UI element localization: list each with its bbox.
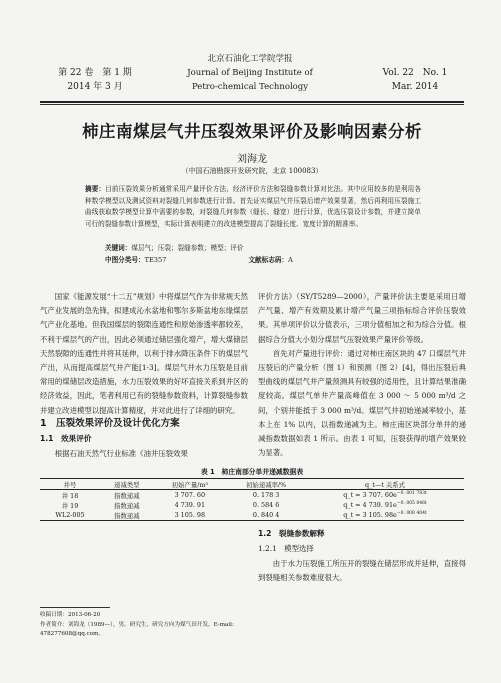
table-header-cell: 井号: [40, 479, 100, 490]
table-row: [40, 510, 464, 521]
author-bio: 作者简介：刘海龙（1989—），男，研究生，研究方向为煤气田开发，E-mail: 478277608@qq.com。: [40, 621, 234, 638]
journal-name: [170, 52, 330, 94]
cls-code: TE357: [144, 256, 167, 264]
author: 刘海龙: [237, 154, 267, 165]
decline-type: 指数递减: [100, 510, 153, 521]
header-rule-thin: [40, 104, 464, 105]
article-title: 柿庄南煤层气井压裂效果评价及影响因素分析: [82, 122, 422, 141]
section-heading-1-1: 1.1 效果评价: [40, 434, 92, 443]
classification: [105, 255, 425, 267]
date-en: Mar. 2014: [391, 82, 439, 92]
section-1-2-1-paragraph: 由于水力压裂施工所压开的裂缝在储层形成并延伸，直接得到裂缝相关参数难度很大。: [258, 559, 466, 582]
decline-type: 指数递减: [113, 491, 140, 500]
initial-decline: 0. 584 6: [252, 501, 280, 509]
initial-rate: 4 739. 91: [174, 501, 206, 509]
abstract-text: 目前压裂效果分析通常采用产量评价方法、经济评价方法和裂缝参数计算对比法。其中应用较多的是利用各种数学模型以及测试资料对裂缝几何参数进行计算。首先证实煤层气井压裂后增产效果显著，然后再利用压裂施工曲线获取数学模型计算中需要的参数，对裂缝几何参数（缝长、缝宽）进行计算，优选压裂设计参数，并建立简单可行的裂缝参数计算模型，实际计算表明建立的改进模型提高了裂缝长度、宽度计算的精准率。: [85, 185, 422, 228]
footnote: [40, 611, 250, 640]
keywords-text: 煤层气；压裂；裂缝参数；模型；评价: [131, 244, 244, 252]
table-caption: 表 1 柿庄南部分单井递减数据表: [200, 468, 304, 476]
abstract: [85, 184, 421, 230]
decline-type: 指数递减: [113, 501, 140, 510]
intro-paragraph: 国家《能源发展“十二五”规划》中将煤层气作为非常规天然气产业发展的急先锋，拟建成沁水盆地和鄂尔多斯盆地东缘煤层气产业化基地。但我国煤层的裂隙连通性和原始渗透率都较差，不利于煤层气的产出，因此必须通过储层强化增产，增大煤储层天然裂隙的连通性并将其延伸，以利于排水降压条件下的煤层气产出，从而提高煤层气井产能[1-3]。煤层气井水力压裂是目前常用的煤储层改造措施，水力压裂效果的好坏直接关系到井区的经济效益，因此，笔者利用已有的裂缝参数资料，计算裂缝参数并建立改进模型以提高计算精度，并对此进行了详细的研究。: [40, 292, 248, 415]
volume-en: Vol. 22 No. 1: [382, 68, 448, 78]
decline-data-table: [40, 478, 464, 521]
section-heading-1-2-1: 1.2.1 模型选择: [258, 544, 314, 553]
well-id: 井 18: [61, 491, 79, 500]
doc-code: A: [288, 256, 293, 264]
footnote-rule: [40, 607, 110, 608]
table-row: [40, 500, 464, 510]
decline-equation: q_t = 4 739. $91e^{-0. 005 846t}$: [343, 500, 427, 510]
body-right-column: [258, 290, 466, 460]
table-header-cell: q_t—t 关系式: [306, 479, 464, 490]
keywords: [105, 243, 425, 255]
section-heading-1-2: 1.2 裂缝参数解释: [258, 529, 325, 538]
doc-code-label: 文献标志码：: [248, 256, 289, 264]
decline-equation: q_t = 3 105. $98e^{-0. 008 404t}$: [306, 510, 464, 521]
table-header-cell: 递减类型: [100, 479, 153, 490]
well-id: 井 19: [61, 501, 79, 510]
table-header-row: [40, 479, 464, 490]
decline-equation: q_t = 3 707. $60e^{-0. 001 783t}$: [343, 490, 427, 500]
initial-rate: 3 105. 98: [153, 510, 226, 521]
received-date: 收稿日期：2013-06-20: [40, 612, 101, 618]
abstract-label: 摘要：: [85, 185, 106, 193]
journal-name-cn: 北京石油化工学院学报: [207, 54, 293, 64]
right-paragraph-2: 首先对产量进行评价：通过对柿庄南区块的 47 口煤层气井压裂后的产量分析（图 1）和预测（图 2）[4]，得出压裂后典型曲线的煤层气井产量预测具有较强的适用性，且计算结果准确度较高。煤层气单井产量高峰值在 3 000 ～ 5 000 m³/d 之间，个别井能抵于 3 000 m³/d。煤层气井初始递减率较小，基本上在 1% 以内，以指数递减为主。柿庄南区块部分单井的递减指数数据如表 1 所示。由表 1 可知，压裂获得的增产效果较为显著。: [258, 348, 466, 458]
affiliation: （中国石油勘探开发研究院，北京 100083）: [181, 167, 323, 175]
table-header-cell: 初始递减率/%: [226, 479, 306, 490]
section-1-1-paragraph: 根据石油天然气行业标准《油井压裂效果: [54, 449, 188, 458]
table-row: [40, 490, 464, 501]
initial-decline: 0. 840 4: [226, 510, 306, 521]
issue-info-en: [360, 66, 470, 94]
date-cn: 2014 年 3 月: [67, 82, 123, 92]
header-rule-thick: [40, 101, 464, 103]
cls-label: 中图分类号：: [105, 256, 145, 264]
volume-cn: 第 22 卷 第 1 期: [58, 68, 132, 78]
journal-name-en-line2: Petro-chemical Technology: [191, 82, 309, 92]
right-paragraph-1: 评价方法》（SY/T5289—2000），产量评价法主要是采用日增产气量、增产有效期及累计增产气量三项指标综合评价压裂效果。其单项评价以分值表示，三项分值相加之和为综合分值。根据综合分值大小划分煤层气压裂效果产量评价等级。: [258, 292, 466, 344]
issue-info-cn: [40, 66, 150, 94]
keywords-label: 关键词：: [105, 244, 132, 252]
initial-rate: 3 707. 60: [174, 491, 206, 499]
well-id: WL2-005: [40, 510, 100, 521]
body-left-column: [40, 290, 248, 418]
initial-decline: 0. 178 3: [252, 491, 280, 499]
table-header-cell: 初始产量/m³: [153, 479, 226, 490]
journal-name-en-line1: Journal of Beijing Institute of: [187, 68, 313, 78]
section-heading-1: 1 压裂效果评价及设计优化方案: [40, 418, 180, 429]
